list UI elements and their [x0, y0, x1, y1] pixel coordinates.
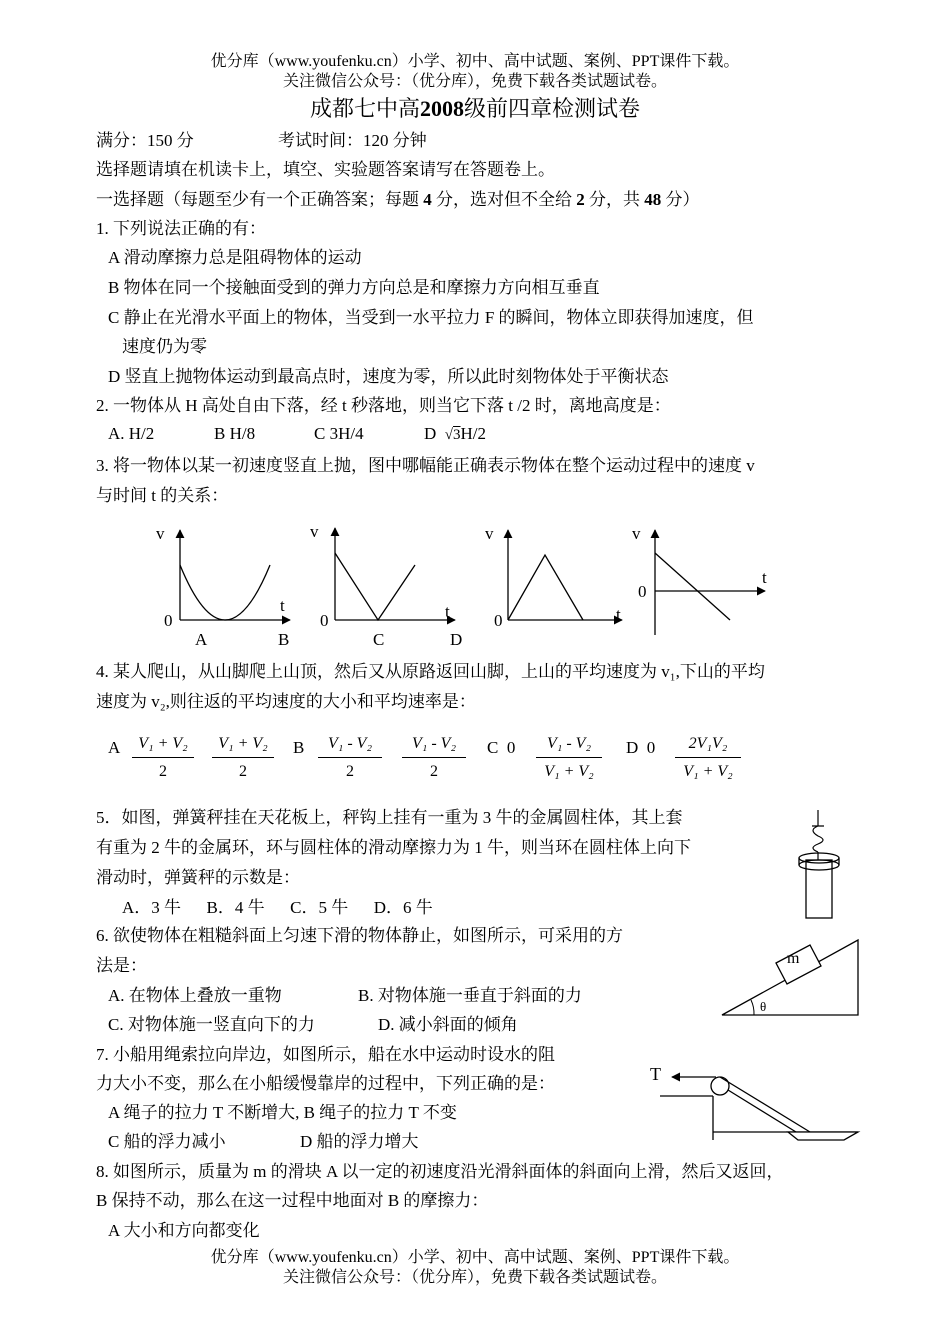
graph-b-t-label: t	[445, 602, 450, 621]
graph-a	[156, 524, 290, 649]
q4-b-frac-1: V₁ - V₂ 2	[318, 734, 382, 782]
graph-a-letter: A	[195, 630, 208, 649]
graph-a-v-label: v	[156, 524, 165, 543]
q4-d-frac: 2V₁V₂ V₁ + V₂	[675, 734, 741, 782]
q4-a-frac-1: V₁ + V₂ 2	[132, 734, 194, 782]
rope	[720, 1077, 810, 1132]
header-line-2: 关注微信公众号：（优分库），免费下载各类试题试卷。	[282, 73, 667, 90]
q6-option-b: B. 对物体施一垂直于斜面的力	[358, 986, 582, 1005]
title-pre: 成都七中高	[309, 96, 420, 121]
q5-line-1: 5．如图，弹簧秤挂在天花板上，秤钩上挂有一重为 3 牛的金属圆柱体，其上套	[96, 808, 683, 827]
footer-line-2: 关注微信公众号：（优分库），免费下载各类试题试卷。	[282, 1269, 667, 1286]
graph-a-t-label: t	[280, 596, 285, 615]
graph-b-zero: 0	[320, 611, 329, 630]
q1-stem: 1. 下列说法正确的有：	[96, 219, 266, 238]
graph-d-v-label: v	[632, 524, 641, 543]
q7-option-c: C 船的浮力减小	[108, 1132, 226, 1151]
q4-label-a: A	[108, 738, 121, 757]
q6-option-c: C. 对物体施一竖直向下的力	[108, 1015, 315, 1034]
q7-line-2: 力大小不变，那么在小船缓慢靠岸的过程中，下列正确的是：	[96, 1074, 555, 1093]
graph-b-line	[335, 553, 415, 620]
block-m-label: m	[787, 950, 800, 967]
q8-option-a: A 大小和方向都变化	[108, 1221, 260, 1240]
graph-a-zero: 0	[164, 611, 173, 630]
graph-c-zero: 0	[494, 611, 503, 630]
q6-option-a: A. 在物体上叠放一重物	[108, 986, 282, 1005]
q1-option-d: D 竖直上抛物体运动到最高点时，速度为零，所以此时刻物体处于平衡状态	[108, 367, 669, 386]
q1-option-b: B 物体在同一个接触面受到的弹力方向总是和摩擦力方向相互垂直	[108, 278, 600, 297]
q7-option-d: D 船的浮力增大	[300, 1132, 419, 1151]
q6-line-1: 6. 欲使物体在粗糙斜面上匀速下滑的物体静止，如图所示，可采用的方	[96, 926, 623, 945]
q6-option-d: D. 减小斜面的倾角	[378, 1015, 518, 1034]
q4-line-1: 4. 某人爬山，从山脚爬上山顶，然后又从原路返回山脚，上山的平均速度为 v₁,下山的平均	[96, 662, 765, 681]
tension-label: T	[650, 1064, 661, 1084]
q5-figure	[790, 808, 850, 926]
q5-line-2: 有重为 2 牛的金属环，环与圆柱体的滑动摩擦力为 1 牛，则当环在圆柱体上向下	[96, 838, 691, 857]
time-info: 考试时间：120 分钟	[278, 131, 427, 150]
q4-line-2: 速度为 v₂,则往返的平均速度的大小和平均速率是：	[96, 692, 476, 711]
q7-line-1: 7. 小船用绳索拉向岸边，如图所示，船在水中运动时设水的阻	[96, 1045, 555, 1064]
title-year: 2008	[420, 96, 464, 121]
q6-line-2: 法是：	[96, 956, 147, 975]
q3-line-1: 3. 将一物体以某一初速度竖直上抛，图中哪幅能正确表示物体在整个运动过程中的速度 v	[96, 456, 755, 475]
q2-option-d: D √3H/2	[424, 424, 487, 443]
graph-d-zero: 0	[638, 582, 647, 601]
title-post: 级前四章检测试卷	[464, 96, 641, 121]
graph-d-letter: D	[450, 630, 463, 649]
q4-b-frac-2: V₁ - V₂ 2	[402, 734, 466, 782]
q7-options-ab: A 绳子的拉力 T 不断增大, B 绳子的拉力 T 不变	[108, 1103, 457, 1122]
page-title	[0, 96, 950, 122]
graph-c-line	[508, 555, 583, 620]
graph-d-t-label: t	[762, 568, 767, 587]
instruction: 选择题请填在机读卡上，填空、实验题答案请写在答题卷上。	[96, 160, 555, 179]
q2-option-a: A. H/2	[108, 424, 155, 443]
score-info: 满分：150 分	[96, 131, 194, 150]
q5-options: A．3 牛 B．4 牛 C．5 牛 D．6 牛	[122, 898, 433, 917]
graph-d	[632, 524, 767, 635]
q7-figure	[648, 1060, 863, 1142]
q5-line-3: 滑动时，弹簧秤的示数是：	[96, 868, 300, 887]
q2-stem: 2. 一物体从 H 高处自由下落，经 t 秒落地，则当它下落 t /2 时，离地高度是：	[96, 396, 671, 415]
boat	[788, 1132, 858, 1140]
graph-c	[450, 524, 622, 649]
pulley	[711, 1077, 729, 1095]
q4-a-frac-2: V₁ + V₂ 2	[212, 734, 274, 782]
q2-option-b: B H/8	[214, 424, 256, 443]
graph-c-v-label: v	[485, 524, 494, 543]
q8-line-2: B 保持不动，那么在这一过程中地面对 B 的摩擦力：	[96, 1191, 489, 1210]
section-heading: 一选择题（每题至少有一个正确答案；每题 4 分，选对但不全给 2 分，共 48 分）	[96, 190, 700, 209]
graph-b-v-label: v	[310, 522, 319, 541]
q8-line-1: 8. 如图所示，质量为 m 的滑块 A 以一定的初速度沿光滑斜面体的斜面向上滑，然后又返回，	[96, 1162, 784, 1181]
q4-c-frac: V₁ - V₂ V₁ + V₂	[536, 734, 602, 782]
q3-line-2: 与时间 t 的关系：	[96, 486, 229, 505]
footer-line-1: 优分库（www.youfenku.cn）小学、初中、高中试题、案例、PPT课件下载。	[210, 1249, 740, 1266]
graph-b	[278, 522, 455, 649]
graph-b-letter: B	[278, 630, 290, 649]
q1-option-c-cont: 速度仍为零	[122, 337, 207, 356]
q4-label-d: D 0	[626, 738, 656, 757]
q2-option-c: C 3H/4	[314, 424, 364, 443]
q1-option-c: C 静止在光滑水平面上的物体，当受到一水平拉力 F 的瞬间，物体立即获得加速度，但	[108, 308, 754, 327]
q4-label-c: C 0	[487, 738, 516, 757]
q4-label-b: B	[293, 738, 305, 757]
graph-c-t-label: t	[616, 605, 621, 624]
header-line-1: 优分库（www.youfenku.cn）小学、初中、高中试题、案例、PPT课件下载。	[210, 53, 740, 70]
metal-cylinder	[806, 860, 832, 918]
graph-a-curve	[180, 565, 270, 620]
graph-d-line	[655, 553, 730, 620]
q3-graphs	[150, 515, 790, 655]
q6-figure	[718, 935, 863, 1021]
q1-option-a: A 滑动摩擦力总是阻碍物体的运动	[108, 248, 362, 267]
angle-theta: θ	[760, 999, 767, 1014]
graph-c-letter: C	[373, 630, 385, 649]
